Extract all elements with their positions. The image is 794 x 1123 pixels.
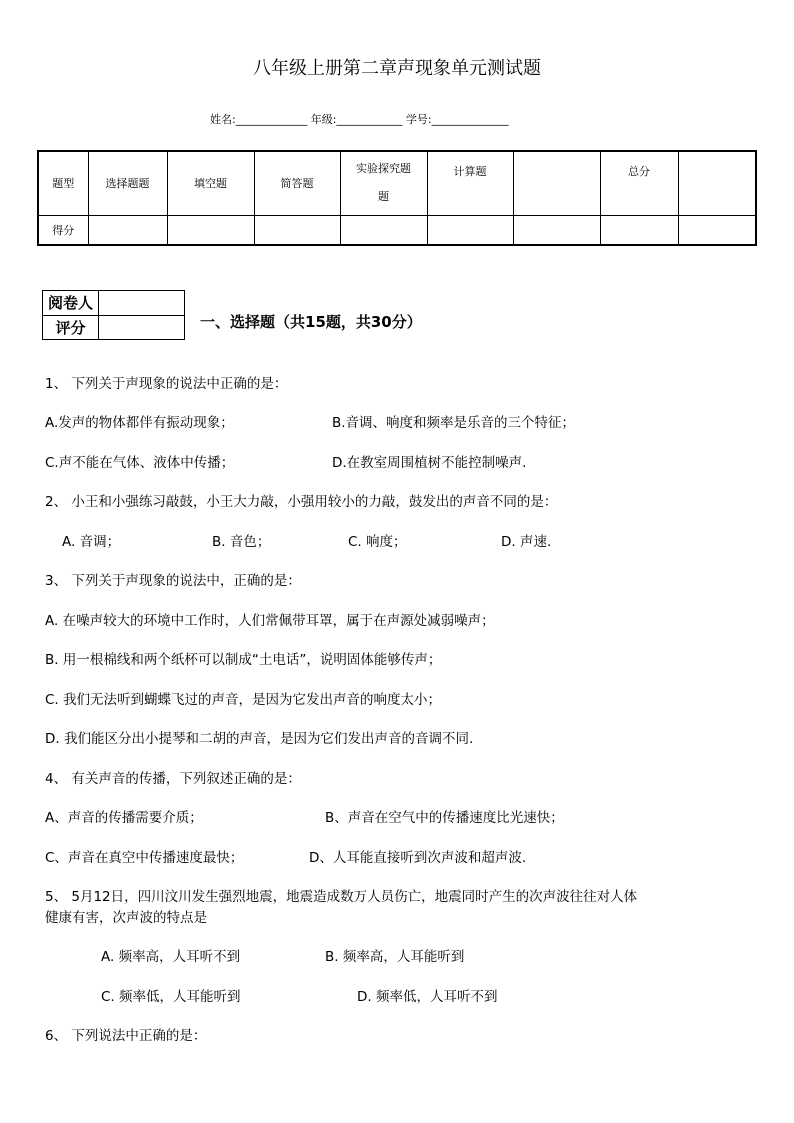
score-input-cell[interactable] [513,215,600,245]
reviewer-input-cell[interactable] [99,291,185,316]
question-stem: 1、 下列关于声现象的说法中正确的是： [45,376,288,392]
score-input-cell[interactable] [678,215,756,245]
score-input-cell[interactable] [340,215,427,245]
score-header-line: 题 [378,190,389,204]
score-header-cell [513,151,600,215]
score-input-cell[interactable] [600,215,678,245]
option-d: D. 声速. [501,534,552,550]
option-a: A. 在噪声较大的环境中工作时，人们常佩带耳罩，属于在声源处减弱噪声； [45,613,495,629]
score-row-label: 得分 [38,215,88,245]
option-b: B、声音在空气中的传播速度比光速快； [325,810,564,826]
option-b: B. 用一根棉线和两个纸杯可以制成“土电话”，说明固体能够传声； [45,652,442,668]
score-header-line: 实验探究题 [356,162,411,176]
score-header-cell-experiment [340,151,427,215]
option-d: D. 我们能区分出小提琴和二胡的声音，是因为它们发出声音的音调不同. [45,731,474,747]
question-stem: 6、 下列说法中正确的是： [45,1028,207,1044]
option-a: A.发声的物体都伴有振动现象； [45,415,234,431]
score-table-header-row [38,151,756,215]
score-header-cell: 总分 [600,151,678,215]
question-stem-continued: 健康有害，次声波的特点是 [45,910,207,926]
option-b: B. 频率高，人耳能听到 [325,949,465,965]
score-header-cell: 选择题题 [88,151,167,215]
score-input-cell[interactable] [88,215,167,245]
score-label: 评分 [43,315,99,340]
option-c: C. 频率低，人耳能听到 [101,989,241,1005]
score-header-cell [678,151,756,215]
option-d: D. 频率低，人耳听不到 [357,989,498,1005]
reviewer-label: 阅卷人 [43,291,99,316]
option-a: A. 频率高，人耳听不到 [101,949,241,965]
score-input-cell[interactable] [167,215,254,245]
option-c: C.声不能在气体、液体中传播； [45,455,235,471]
score-table-score-row [38,215,756,245]
score-table [37,150,757,246]
option-b: B.音调、响度和频率是乐音的三个特征； [332,415,576,431]
option-d: D、人耳能直接听到次声波和超声波. [309,850,527,866]
page-title: 八年级上册第二章声现象单元测试题 [253,58,541,79]
question-stem: 4、 有关声音的传播，下列叙述正确的是： [45,771,301,787]
score-header-cell: 填空题 [167,151,254,215]
score-header-cell: 简答题 [254,151,340,215]
question-stem: 2、 小王和小强练习敲鼓，小王大力敲，小强用较小的力敲，鼓发出的声音不同的是： [45,494,558,510]
score-input-cell[interactable] [427,215,513,245]
reviewer-box [42,290,185,340]
option-c: C. 我们无法听到蝴蝶飞过的声音，是因为它发出声音的响度太小； [45,692,442,708]
option-a: A、声音的传播需要介质； [45,810,203,826]
score-header-cell: 计算题 [427,151,513,215]
student-info-line: 姓名:_____________ 年级:____________ 学号:______________ [210,113,509,126]
option-a: A. 音调； [62,534,121,550]
option-d: D.在教室周围植树不能控制噪声. [332,455,527,471]
question-stem: 3、 下列关于声现象的说法中，正确的是： [45,573,301,589]
score-input-cell[interactable] [99,315,185,340]
question-stem: 5、 5月12日，四川汶川发生强烈地震，地震造成数万人员伤亡，地震同时产生的次声波往往对人体 [45,889,638,905]
score-input-cell[interactable] [254,215,340,245]
option-c: C、声音在真空中传播速度最快； [45,850,244,866]
section-title: 一、选择题（共15题，共30分） [200,313,422,331]
score-header-cell: 题型 [38,151,88,215]
option-b: B. 音色； [212,534,271,550]
option-c: C. 响度； [348,534,407,550]
